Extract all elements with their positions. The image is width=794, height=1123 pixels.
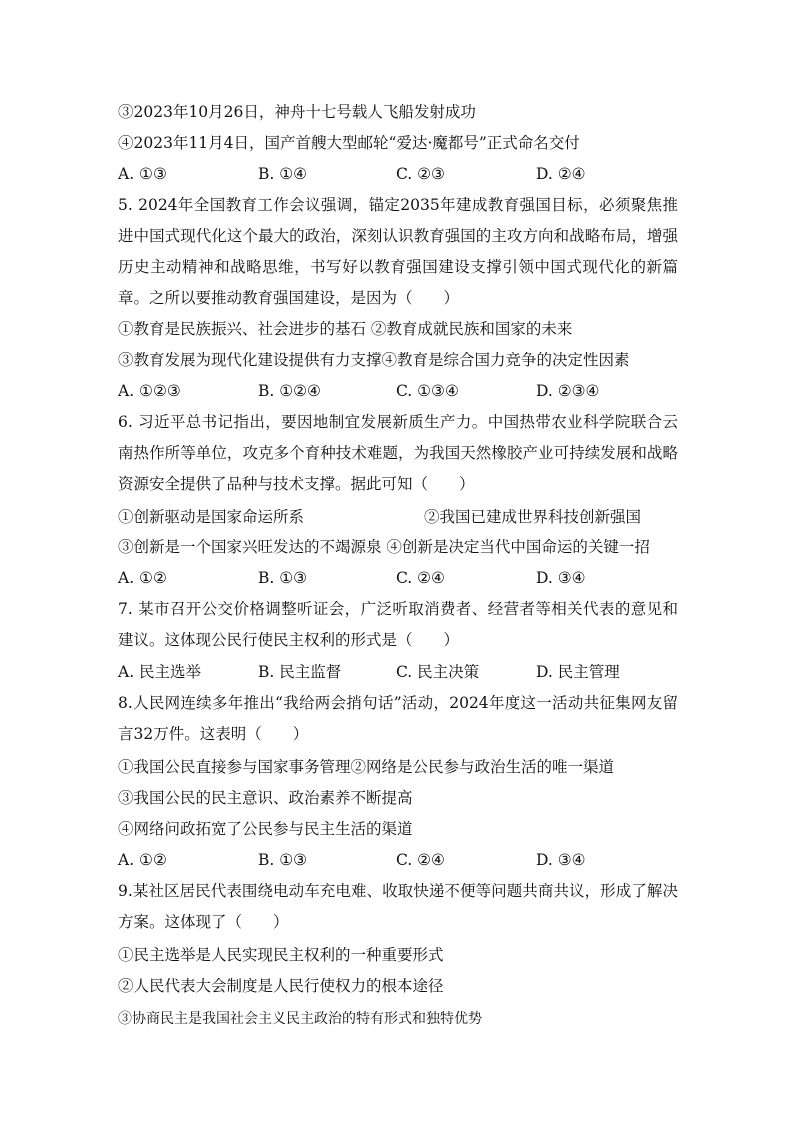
q5-items-line-1: ①教育是民族振兴、社会进步的基石 ②教育成就民族和国家的未来 bbox=[118, 320, 573, 338]
q9-item-3: ③协商民主是我国社会主义民主政治的特有形式和独特优势 bbox=[118, 1011, 482, 1027]
q4-item-4: ④2023年11月4日，国产首艘大型邮轮“爱达·魔都号”正式命名交付 bbox=[118, 134, 580, 152]
q6-item-2: ②我国已建成世界科技创新强国 bbox=[424, 508, 642, 526]
q8-items-line-1: ①我国公民直接参与国家事务管理②网络是公民参与政治生活的唯一渠道 bbox=[118, 758, 615, 776]
q5-option-d: D. ②③④ bbox=[536, 382, 600, 400]
q6-options bbox=[118, 568, 678, 588]
q5-option-c: C. ①③④ bbox=[396, 382, 459, 400]
q6-option-d: D. ③④ bbox=[536, 569, 586, 587]
q8-option-a: A. ①② bbox=[118, 851, 167, 869]
q4-item-3: ③2023年10月26日，神舟十七号载人飞船发射成功 bbox=[118, 103, 476, 121]
q8-stem: 8.人民网连续多年推出“我给两会捎句话”活动，2024年度这一活动共征集网友留言32万件。这表明（ ） bbox=[118, 694, 678, 743]
q9-stem: 9.某社区居民代表围绕电动车充电难、收取快递不便等问题共商共议，形成了解决方案。这体现了（ ） bbox=[118, 882, 678, 931]
q7-option-b: B. 民主监督 bbox=[258, 663, 342, 681]
q7-stem: 7. 某市召开公交价格调整听证会，广泛听取消费者、经营者等相关代表的意见和建议。这体现公民行使民主权利的形式是（ ） bbox=[118, 600, 678, 649]
q6-option-b: B. ①③ bbox=[258, 569, 308, 587]
q8-option-d: D. ③④ bbox=[536, 851, 586, 869]
q5-option-a: A. ①②③ bbox=[118, 382, 181, 400]
q9-item-1: ①民主选举是人民实现民主权利的一种重要形式 bbox=[118, 946, 444, 964]
q7-options bbox=[118, 662, 678, 682]
q5-options bbox=[118, 381, 678, 401]
q6-option-a: A. ①② bbox=[118, 569, 167, 587]
q8-items-line-2: ③我国公民的民主意识、政治素养不断提高 bbox=[118, 789, 413, 807]
q4-option-a: A. ①③ bbox=[118, 165, 167, 183]
q7-option-d: D. 民主管理 bbox=[536, 663, 620, 681]
q8-options bbox=[118, 850, 678, 870]
q8-option-c: C. ②④ bbox=[396, 851, 445, 869]
q5-items-line-2: ③教育发展为现代化建设提供有力支撑④教育是综合国力竞争的决定性因素 bbox=[118, 351, 630, 369]
q9-item-2: ②人民代表大会制度是人民行使权力的根本途径 bbox=[118, 977, 444, 995]
q4-options bbox=[118, 164, 678, 184]
q6-stem: 6. 习近平总书记指出，要因地制宜发展新质生产力。中国热带农业科学院联合云南热作所等单位，攻克多个育种技术难题，为我国天然橡胶产业可持续发展和战略资源安全提供了品种与技术支撑。据此可知（ ） bbox=[118, 413, 678, 493]
q5-option-b: B. ①②④ bbox=[258, 382, 321, 400]
q7-option-c: C. 民主决策 bbox=[396, 663, 480, 681]
q7-option-a: A. 民主选举 bbox=[118, 663, 202, 681]
q6-item-1: ①创新驱动是国家命运所系 bbox=[118, 508, 305, 526]
q4-option-d: D. ②④ bbox=[536, 165, 586, 183]
q4-option-c: C. ②③ bbox=[396, 165, 445, 183]
q6-option-c: C. ②④ bbox=[396, 569, 445, 587]
q5-stem: 5. 2024年全国教育工作会议强调，锚定2035年建成教育强国目标，必须聚焦推进中国式现代化这个最大的政治，深刻认识教育强国的主攻方向和战略布局，增强历史主动精神和战略思维，书写好以教育强国建设支撑引领中国式现代化的新篇章。之所以要推动教育强国建设，是因为（ ） bbox=[118, 196, 678, 307]
q6-items-line-2: ③创新是一个国家兴旺发达的不竭源泉 ④创新是决定当代中国命运的关键一招 bbox=[118, 538, 650, 556]
q4-option-b: B. ①④ bbox=[258, 165, 308, 183]
q8-items-line-3: ④网络问政拓宽了公民参与民主生活的渠道 bbox=[118, 820, 413, 838]
q8-option-b: B. ①③ bbox=[258, 851, 308, 869]
